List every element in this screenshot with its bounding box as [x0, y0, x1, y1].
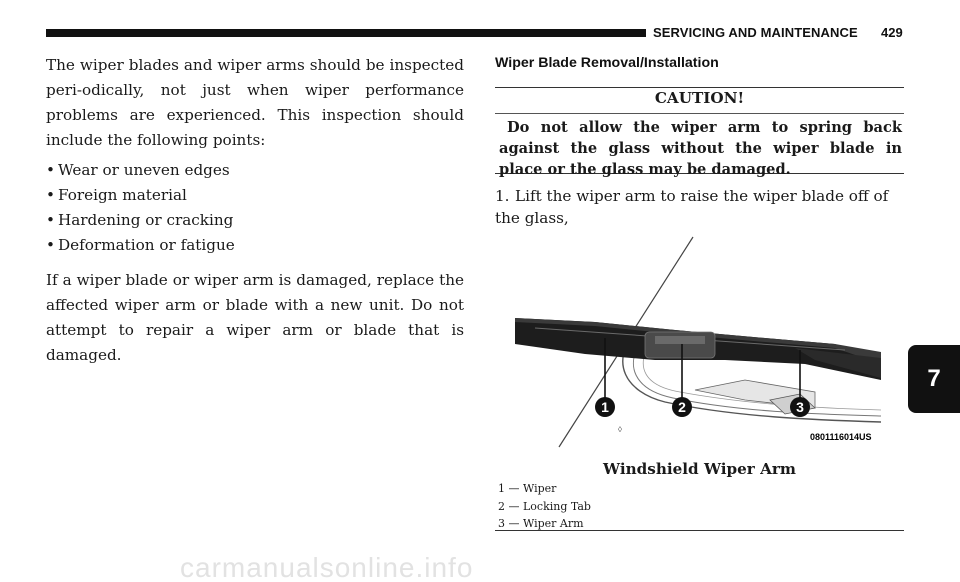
caution-divider	[495, 113, 904, 114]
chapter-tab: 7	[908, 345, 960, 413]
header-title: SERVICING AND MAINTENANCE	[653, 25, 858, 40]
caution-text: Do not allow the wiper arm to spring back against the glass without the wiper blade in place or the glass may be damaged.	[499, 119, 902, 178]
callout-2-label: 2	[678, 399, 686, 415]
step-number: 1.	[495, 187, 510, 205]
step-text-line1: Lift the wiper arm to raise the wiper blade off of the glass,	[495, 187, 889, 227]
legend-item: 3 — Wiper Arm	[498, 517, 584, 530]
list-item: • Deformation or fatigue	[46, 236, 235, 254]
header-rule	[46, 29, 646, 37]
list-item: • Wear or uneven edges	[46, 161, 230, 179]
section-title: Wiper Blade Removal/Installation	[495, 55, 719, 71]
callout-3-label: 3	[796, 399, 804, 415]
glass-mark-icon: ◊	[618, 425, 622, 434]
legend-item: 2 — Locking Tab	[498, 499, 591, 513]
legend-divider	[495, 530, 904, 531]
list-item: • Hardening or cracking	[46, 211, 234, 229]
figure-caption: Windshield Wiper Arm	[603, 460, 796, 478]
watermark: carmanualsonline.info	[180, 552, 474, 582]
inspection-list	[46, 158, 464, 258]
intro-paragraph: The wiper blades and wiper arms should be inspected peri-odically, not just when wiper performance problems are experienced. This inspection should include the following points:	[46, 56, 464, 149]
callout-1-label: 1	[601, 399, 609, 415]
figure-code: 0801116014US	[810, 432, 872, 442]
wiper-arm-illustration	[515, 232, 881, 450]
closing-paragraph: If a wiper blade or wiper arm is damaged, replace the affected wiper arm or blade with a new unit. Do not attempt to repair a wiper arm or blade that is damaged.	[46, 271, 464, 364]
page-number: 429	[881, 25, 903, 40]
list-item: • Foreign material	[46, 186, 187, 204]
figure-legend	[498, 480, 591, 533]
legend-item: 1 — Wiper	[498, 482, 557, 495]
caution-title: CAUTION!	[654, 89, 745, 107]
left-column	[46, 53, 464, 368]
